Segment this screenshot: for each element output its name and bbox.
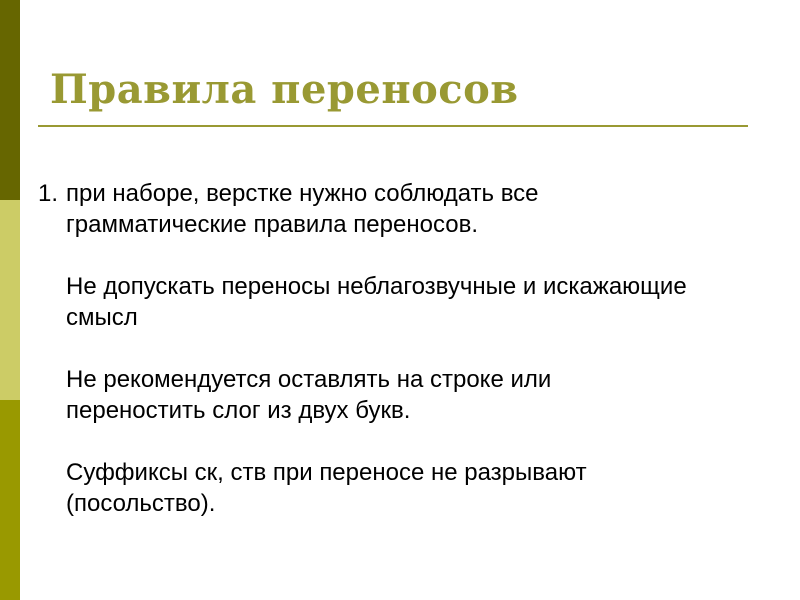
paragraph-line: переностить слог из двух букв. [66,397,411,424]
sidebar-stripe-top [0,0,20,200]
paragraph-line: смысл [66,304,138,331]
list-item [38,178,778,519]
list-item-number: 1. [38,180,59,207]
sidebar-stripe-middle [0,200,20,400]
slide-title: Правила переносов [50,66,519,113]
sidebar-stripe-bottom [0,400,20,600]
paragraph-suffixes [66,457,778,519]
paragraph-line: Не допускать переносы неблагозвучные и искажающие [66,273,687,300]
title-underline [38,125,748,127]
paragraph-line: (посольство). [66,490,216,517]
paragraph-hyphenation-rules [66,178,778,240]
paragraph-two-letter-syllable [66,364,778,426]
paragraph-line: при наборе, верстке нужно соблюдать все [66,180,539,207]
paragraph-line: Не рекомендуется оставлять на строке или [66,366,552,393]
slide-body [38,178,778,519]
paragraph-line: Суффиксы ск, ств при переносе не разрывают [66,459,587,486]
paragraph-avoid-bad-hyphens [66,271,778,333]
paragraph-line: грамматические правила переносов. [66,211,478,238]
